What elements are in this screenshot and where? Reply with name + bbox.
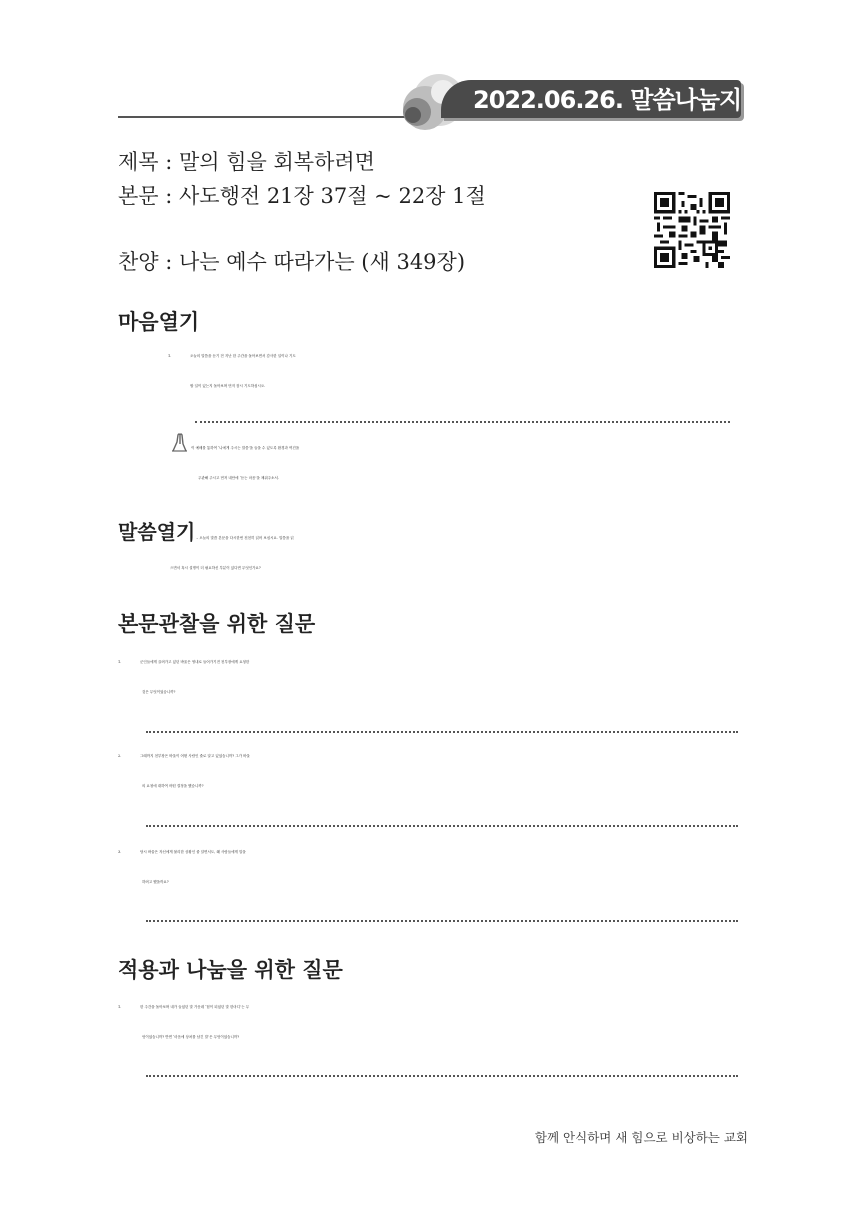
praying-hands-icon: [168, 432, 190, 452]
header-banner: [395, 66, 750, 136]
word-line-1: – 오늘의 말씀 본문을 다시한번 천천히 읽어 보십시요. 말씀을 읽: [195, 536, 294, 540]
item-number: 1.: [118, 1005, 122, 1009]
question-text: 엇이었습니까? 반면 ‘마음에 상처를 남긴 말’은 무엇이었습니까?: [142, 1035, 240, 1039]
page-title: 2022.06.26. 말씀나눔지: [473, 86, 742, 114]
answer-line[interactable]: [146, 731, 738, 733]
scripture-reference: 본문 : 사도행전 21장 37절 ~ 22장 1절: [118, 184, 486, 208]
sermon-meta: [118, 146, 638, 276]
observation-heading: 본문관찰을 위한 질문: [118, 612, 316, 636]
opening-item-1: [168, 341, 748, 401]
item-number: 1.: [118, 660, 122, 664]
question-text: 군인들에게 끌려가고 있던 바울은 영내로 들어가기전 천부장에게 요청한: [140, 660, 250, 664]
application-heading: 적용과 나눔을 위한 질문: [118, 958, 343, 982]
opening-heading: 마음열기: [118, 310, 200, 334]
answer-line[interactable]: [146, 825, 738, 827]
qr-code-icon[interactable]: [654, 192, 730, 268]
application-question-1: [118, 992, 750, 1052]
question-text: 당시 바울은 자신에게 불리한 상황인 줄 알면서도, 왜 사람들에게 말을: [140, 850, 246, 854]
word-line-2: 으면서 혹시 설명이 더 필요하신 부분이 있다면 무엇인가요?: [170, 566, 261, 570]
word-section: [118, 517, 750, 583]
question-text: 것은 무엇이었습니까?: [142, 690, 176, 694]
word-heading: 말씀열기: [118, 520, 196, 544]
sermon-title: 제목 : 말의 힘을 회복하려면: [118, 150, 375, 174]
prayer-block: [168, 432, 753, 493]
item-number: 2.: [118, 754, 122, 758]
opening-item-1-line2: 할 일이 있는지 돌아보며 먼저 잠시 기도하십시오.: [190, 384, 266, 388]
answer-line[interactable]: [146, 920, 738, 922]
header-rule: [118, 116, 423, 118]
question-text: 그때까지 천부장은 바울이 어떤 사람인 줄로 알고 있었습니까? 그가 바울: [140, 754, 250, 758]
observation-question-2: [118, 741, 750, 801]
question-text: 하려고 했을까요?: [142, 880, 169, 884]
answer-line[interactable]: [195, 421, 730, 423]
answer-line[interactable]: [146, 1075, 738, 1077]
hymn-line: 찬양 : 나는 예수 따라가는 (새 349장): [118, 250, 466, 274]
church-motto: 함께 안식하며 새 힘으로 비상하는 교회: [534, 1130, 748, 1145]
item-number: 1.: [168, 354, 172, 358]
prayer-line-1: 이 예배를 통하여 ‘나에게 주시는 말씀’을 들을 수 있도록 환경과 여건을: [191, 446, 300, 450]
question-text: 한 주간을 돌아보며 내가 들었던 말 가운데 ‘힘이 되었던 말 한마디’는 무: [140, 1005, 250, 1009]
observation-question-1: [118, 647, 750, 707]
item-number: 3.: [118, 850, 122, 854]
opening-item-1-line1: 오늘의 말씀을 듣기 전 지난 한 주간을 돌아보면서 감사한 일이나 기도: [190, 354, 296, 358]
observation-question-3: [118, 837, 750, 897]
prayer-line-2: 주관해 주시고 먼저 내안에 ‘듣는 마음’을 채워주소서.: [198, 476, 280, 480]
question-text: 의 요청에 대하여 어떤 결정을 했습니까?: [142, 784, 204, 788]
